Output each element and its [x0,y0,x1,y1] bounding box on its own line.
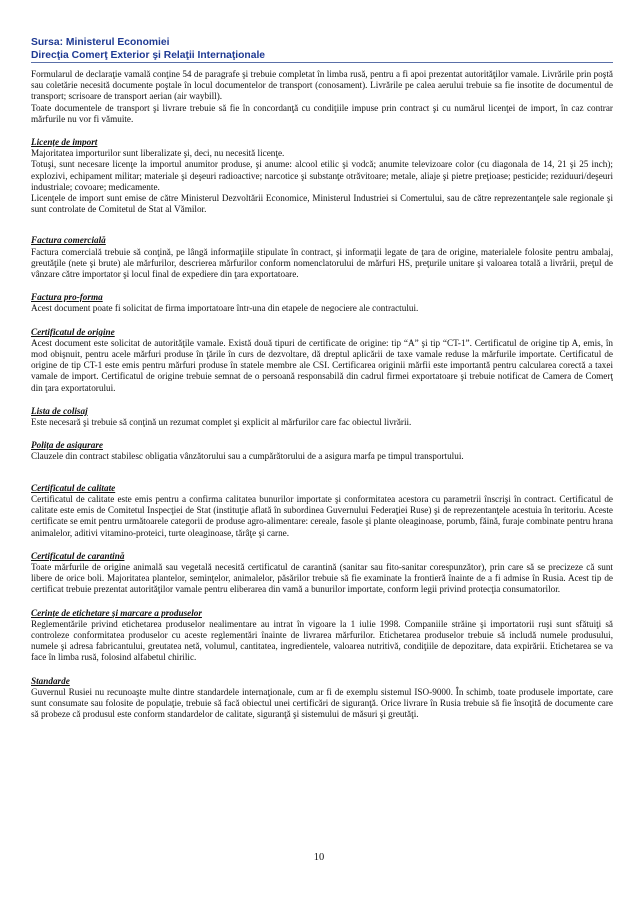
section-paragraph: Majoritatea importurilor sunt liberalizate şi, deci, nu necesită licenţe. [31,148,285,159]
section-heading: Certificatul de origine [31,326,115,337]
section-heading: Poliţa de asigurare [31,440,103,451]
section-packing-list [31,406,613,428]
document-body [31,69,613,720]
section-certificate-of-origin [31,327,613,394]
section-proforma-invoice [31,292,613,314]
section-paragraph: Certificatul de calitate este emis pentru a confirma calitatea bunurilor importate şi conformitatea acestora cu parametrii înscrişi în contract. Certificatul de calitate este emis de Comitetul Inspecţiei de Stat (instituţie aflată în subordinea Guvernului Federaţiei Ruse) şi de reprezentanţele acestuia în teritoriu. Aceste certificate se emit pentru următoarele categorii de produse agro-alimentare: cereale, fasole şi plante oleaginoase, porumb, făină, furaje combinate pentru hrana animalelor, aditivi vitamino-proteici, turte oleaginoase, tărâţe şi carne. [31,493,613,538]
section-paragraph: Acest document poate fi solicitat de firma importatoare într-una din etapele de negociere ale contractului. [31,303,419,314]
section-quality-certificate [31,483,613,539]
header-divider [31,62,613,63]
section-paragraph: Reglementările privind etichetarea produselor nealimentare au intrat în vigoare la 1 iulie 1998. Companiile străine şi importatorii ruşi sunt sfătuiţi să controleze conformitatea produselor cu aceste reglementări înainte de livrarea mărfurilor. Etichetarea produselor trebuie să includă numele produsului, numele şi adresa fabricantului, greutatea netă, volumul, cantitatea, ingredientele, valoarea nutritivă, condiţiile de depozitare, data expirării. Etichetarea se va face în limba rusă, folosind alfabetul chirilic. [31,618,613,663]
section-heading: Factura comercială [31,235,106,246]
page-number: 10 [313,852,325,863]
section-labeling-requirements [31,608,613,664]
section-import-licenses [31,137,613,215]
section-heading: Certificatul de carantină [31,550,125,561]
source-line: Sursa: Ministerul Economiei [31,37,170,48]
section-commercial-invoice [31,235,613,280]
intro-paragraph: Toate documentele de transport şi livrare trebuie să fie în concordanţă cu condiţiile impuse prin contract şi cu numărul licenţei de import, în caz contrar mărfurile nu vor fi vămuite. [31,102,613,124]
document-header [31,37,613,62]
section-heading: Factura pro-forma [31,292,103,303]
section-heading: Licenţe de import [31,137,98,148]
section-heading: Lista de colisaj [31,405,88,416]
section-heading: Cerinţe de etichetare şi marcare a produselor [31,607,202,618]
section-heading: Standarde [31,675,70,686]
section-paragraph: Guvernul Rusiei nu recunoaşte multe dintre standardele internaţionale, cum ar fi de exemplu sistemul ISO-9000. În schimb, toate produsele importate, care sunt consumate sau folosite de populaţie, trebuie să facă obiectul unei certificări de siguranţă. Orice livrare în Rusia trebuie să fie însoţită de documente care să probeze că produsul este conform standardelor de calitate, siguranţă şi sistemului de măsuri şi greutăţi. [31,686,613,720]
intro-section [31,69,613,125]
section-insurance-policy [31,440,613,462]
section-quarantine-certificate [31,551,613,596]
section-paragraph: Totuşi, sunt necesare licenţe la importul anumitor produse, şi anume: alcool etilic şi vodcă; anumite televizoare color (cu diagonala de 14, 21 şi 25 inch); explozivi, echipament militar; materiale şi deşeuri radioactive; narcotice şi substanţe otrăvitoare; metale, aliaje şi pietre preţioase; pesticide; reziduuri/deşeuri industriale; covoare; medicamente. [31,159,613,192]
section-paragraph: Clauzele din contract stabilesc obligatia vânzătorului sau a cumpărătorului de a asigura marfa pe timpul transportului. [31,451,464,462]
intro-paragraph: Formularul de declaraţie vamală conţine 54 de paragrafe şi trebuie completat în limba rusă, pentru a fi apoi prezentat autorităţilor vamale. Livrările prin poştă sau coletărie necesită documente poştale în locul documentelor de transport (conosament). Livrările pe calea aerului trebuie sa fie insotite de documentul de transport; scrisoare de transport aerian (air waybill). [31,69,613,102]
section-heading: Certificatul de calitate [31,482,116,493]
section-standards [31,676,613,721]
section-paragraph: Acest document este solicitat de autorităţile vamale. Există două tipuri de certificate de origine: tip “A” şi tip “CT-1”. Certificatul de origine tip A, emis, în mod obişnuit, pentru acele mărfuri produse în ţările în curs de dezvoltare, dă dreptul aplicării de taxe vamale reduse la mărfurile importate. Certificatul de origine de tip CT-1 este emis pentru mărfuri produse în statele membre ale CSI. Certificarea originii mărfii este importantă pentru calcularea corectă a taxei vamale de import. Certificatul de origine trebuie semnat de o persoană responsabilă din cadrul firmei exportatoare şi trebuie notificat de Camera de Comerţ din ţara exportatorului. [31,337,613,393]
section-paragraph: Toate mărfurile de origine animală sau vegetală necesită certificatul de carantină (sanitar sau fito-sanitar corespunzător), prin care să se precizeze că sunt libere de orice boli. Majoritatea plantelor, seminţelor, animalelor, păsărilor trebuie să fie examinate la frontieră înainte de a fi admise în Rusia. Acest tip de certificat trebuie prezentat autorităţilor vamale pentru eliberarea din vamă a bunurilor importate, conform legii privind protecţia consumatorilor. [31,561,613,595]
section-paragraph: Licenţele de import sunt emise de către Ministerul Dezvoltării Economice, Ministerul Industriei si Comertului, sau de către reprezentanţele sale regionale şi sunt controlate de Comitetul de Stat al Vămilor. [31,193,613,215]
department-line: Direcţia Comerţ Exterior şi Relaţii Internaţionale [31,49,266,61]
section-paragraph: Factura comercială trebuie să conţină, pe lângă informaţiile stipulate în contract, şi informaţii legate de ţara de origine, materialele folosite pentru ambalaj, greutăţile (nete şi brute) ale mărfurilor, descrierea mărfurilor conform nomenclatorului de mărfuri HS, preţurile unitare şi valoarea totală a livrării, preţul de vânzare către importator şi locul final de expediere din ţara exportatoare. [31,246,613,280]
section-paragraph: Este necesară şi trebuie să conţină un rezumat complet şi explicit al mărfurilor care fac obiectul livrării. [31,417,412,428]
